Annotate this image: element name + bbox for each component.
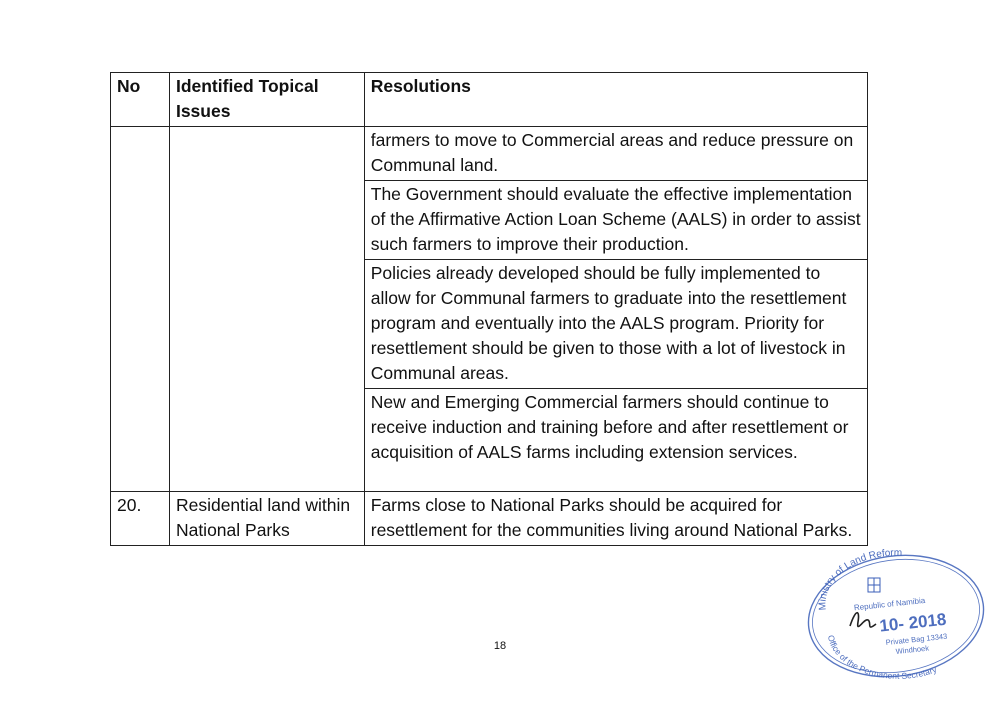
ministry-stamp <box>798 548 990 682</box>
page-number: 18 <box>493 640 507 652</box>
stamp-address: Private Bag 13343 <box>885 631 948 648</box>
resolutions-table <box>110 72 868 546</box>
resolution-cell: Farms close to National Parks should be acquired for resettlement for the communities living around National Parks. <box>364 492 867 546</box>
stamp-top-text: Ministry of Land Reform <box>817 548 903 611</box>
continued-issue-cell <box>169 127 364 492</box>
header-no: No <box>111 73 170 127</box>
table-header-row <box>111 73 868 127</box>
resolution-cell <box>364 389 867 492</box>
stamp-date: 10- 2018 <box>878 609 948 636</box>
signature-icon <box>850 613 876 627</box>
resolution-cell: The Government should evaluate the effective implementation of the Affirmative Action Loan Scheme (AALS) in order to assist such farmers to improve their production. <box>364 181 867 260</box>
resolution-cell: farmers to move to Commercial areas and reduce pressure on Communal land. <box>364 127 867 181</box>
stamp-bottom-text: Office of the Permanent Secretary <box>825 634 938 681</box>
table-row-20 <box>111 492 868 546</box>
issue-cell: Residential land within National Parks <box>169 492 364 546</box>
header-resolutions: Resolutions <box>364 73 867 127</box>
continued-no-cell <box>111 127 170 492</box>
stamp-city: Windhoek <box>895 643 930 656</box>
emblem-icon <box>868 578 880 592</box>
resolution-text: New and Emerging Commercial farmers should continue to receive induction and training before and after resettlement or acquisition of AALS farms including extension services. <box>370 392 849 462</box>
stamp-republic-text: Republic of Namibia <box>853 595 926 613</box>
header-issues: Identified Topical Issues <box>169 73 364 127</box>
row-number: 20. <box>111 492 170 546</box>
table-row <box>111 127 868 181</box>
resolution-cell: Policies already developed should be fully implemented to allow for Communal farmers to graduate into the resettlement program and eventually into the AALS program. Priority for resettlement should be given to those with a lot of livestock in Communal areas. <box>364 260 867 389</box>
